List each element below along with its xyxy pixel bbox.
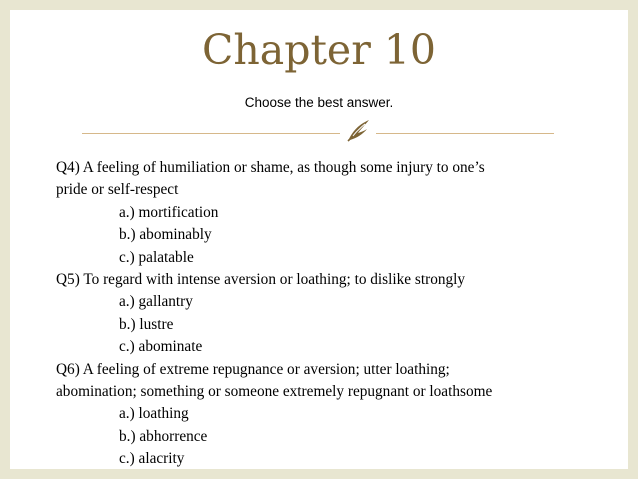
answer-option: c.) palatable: [119, 248, 194, 266]
question-text: Q4) A feeling of humiliation or shame, as though some injury to one’s: [56, 159, 485, 176]
question-q5: [56, 269, 616, 359]
question-list: [56, 157, 616, 470]
quill-fleuron-icon: [346, 117, 372, 143]
question-text: Q6) A feeling of extreme repugnance or aversion; utter loathing;: [56, 360, 450, 378]
answer-option: c.) alacrity: [119, 450, 185, 468]
answer-option: c.) abominate: [119, 338, 203, 356]
answer-option: b.) abhorrence: [119, 427, 208, 445]
answer-option: b.) abominably: [119, 226, 212, 244]
page-subtitle: Choose the best answer.: [244, 95, 394, 110]
answer-option: a.) gallantry: [119, 293, 193, 311]
answer-option: a.) loathing: [119, 405, 189, 423]
question-text: Q5) To regard with intense aversion or loathing; to dislike strongly: [56, 270, 466, 288]
question-text: pride or self-respect: [56, 181, 179, 199]
question-q6: [56, 359, 616, 471]
answer-option: b.) lustre: [119, 315, 174, 333]
question-text: abomination; something or someone extremely repugnant or loathsome: [56, 382, 493, 400]
question-q4: [56, 157, 616, 269]
divider-right: [376, 133, 554, 134]
divider-left: [82, 133, 340, 134]
page-title: Chapter 10: [201, 26, 436, 74]
answer-option: a.) mortification: [119, 203, 219, 221]
